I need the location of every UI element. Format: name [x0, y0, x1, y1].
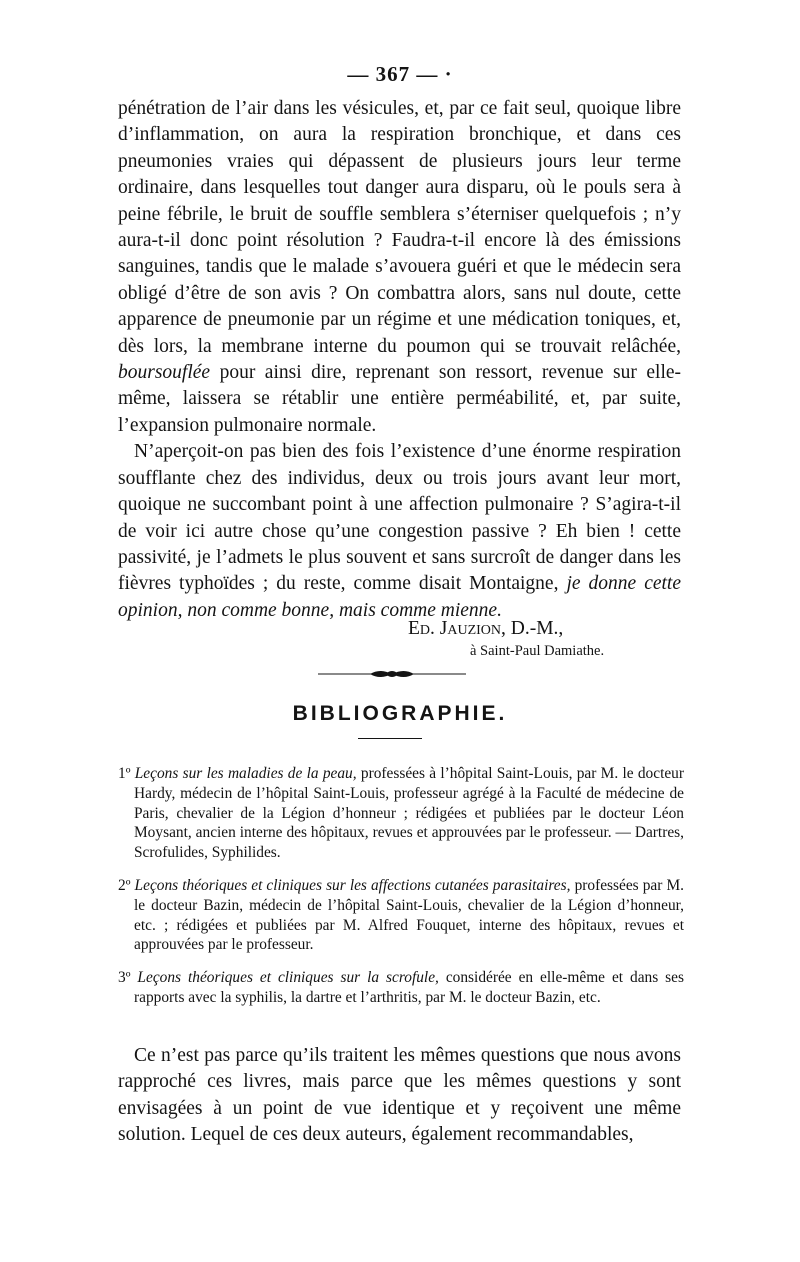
author-location: à Saint-Paul Damiathe.: [470, 643, 605, 659]
bibliography-entry-3: [118, 968, 684, 1008]
bibliography-entry-1: [118, 764, 684, 863]
paragraph-2: [118, 439, 681, 624]
bib-number: 2º: [118, 877, 131, 894]
bib-number: 3º: [118, 969, 131, 986]
bib-entry-text: [118, 968, 684, 1008]
paragraph-1-text: pénétration de l’air dans les vésicules, et, par ce fait seul, quoique libre d’inflammation, on aura la respiration bronchique, et dans ces pneumonies vraies qui dépassent de plusieurs jours leur terme ordinaire, dans lesquelles tout danger aura disparu, où le pouls sera à peine fébrile, le bruit de souffle semblera s’éterniser quelquefois ; n’y aura-t-il donc point résolution ? Faudra-t-il encore là des émissions sanguines, tandis que le malade s’avouera guéri et que le médecin sera obligé d’être de son avis ? On combattra alors, sans nul doute, cette apparence de pneumonie par un régime et une médication toniques, et, dès lors, la membrane interne du poumon qui se trouvait relâchée,: [118, 98, 681, 357]
bib-number: 1º: [118, 765, 131, 782]
closing-text: Ce n’est pas parce qu’ils traitent les mêmes questions que nous avons rapproché ces livres, mais parce que les mêmes questions y sont envisagées à un point de vue identique et y reçoivent une même solution. Lequel de ces deux auteurs, également recommandables,: [118, 1045, 681, 1146]
paragraph-2-text: N’aperçoit-on pas bien des fois l’existence d’une énorme respiration soufflante chez des individus, deux ou trois jours avant leur mort, quoique ne succombant point à une affection pulmonaire ? S’agira-t-il de voir ici autre chose qu’une congestion passive ? Eh bien ! cette passivité, je l’admets le plus souvent et sans surcroît de danger dans les fièvres typhoïdes ; du reste, comme disait Montaigne,: [118, 441, 681, 595]
bib-entry-text: [118, 764, 684, 863]
paragraph-1-italic: boursouflée: [118, 362, 211, 384]
bibliography-entry-2: [118, 876, 684, 955]
heading-rule: [358, 738, 422, 739]
bib-details: professées par M. le docteur Bazin, médecin de l’hôpital Saint-Louis, chevalier de la Légion d’honneur, etc. ; rédigées et publiées par M. Alfred Fouquet, interne des hôpitaux, revues et approuvées par le professeur.: [134, 877, 684, 954]
closing-paragraph: [118, 1043, 681, 1149]
section-heading: BIBLIOGRAPHIE.: [292, 702, 508, 725]
bib-title: Leçons théoriques et cliniques sur les affections cutanées parasitaires,: [134, 877, 571, 894]
page-number: — 367 — ·: [347, 62, 453, 86]
bib-title: Leçons théoriques et cliniques sur la scrofule,: [137, 969, 439, 986]
main-text: [118, 96, 681, 624]
ornament-divider-icon: [318, 668, 466, 680]
paragraph-1-text-end: pour ainsi dire, reprenant son ressort, revenue sur elle-même, laissera se rétablir une entière perméabilité, et, par suite, l’expansion pulmonaire normale.: [118, 362, 682, 436]
bib-title: Leçons sur les maladies de la peau,: [134, 765, 357, 782]
bib-details: considérée en elle-même et dans ses rapports avec la syphilis, la dartre et l’arthritis, par M. le docteur Bazin, etc.: [134, 969, 684, 1006]
author-signature: Ed. Jauzion, D.-M.,: [408, 618, 564, 639]
paragraph-1: [118, 96, 681, 439]
bib-entry-text: [118, 876, 684, 955]
bib-details: professées à l’hôpital Saint-Louis, par M. le docteur Hardy, médecin de l’hôpital Saint-Louis, professeur agrégé à la Faculté de médecine de Paris, chevalier de la Légion d’honneur ; rédigées et publiées par le docteur Léon Moysant, ancien interne des hôpitaux, revues et approuvées par le professeur. — Dartres, Scrofulides, Syphilides.: [134, 765, 684, 862]
paragraph-2-italic: je donne cette opinion, non comme bonne, mais comme mienne.: [118, 573, 681, 621]
